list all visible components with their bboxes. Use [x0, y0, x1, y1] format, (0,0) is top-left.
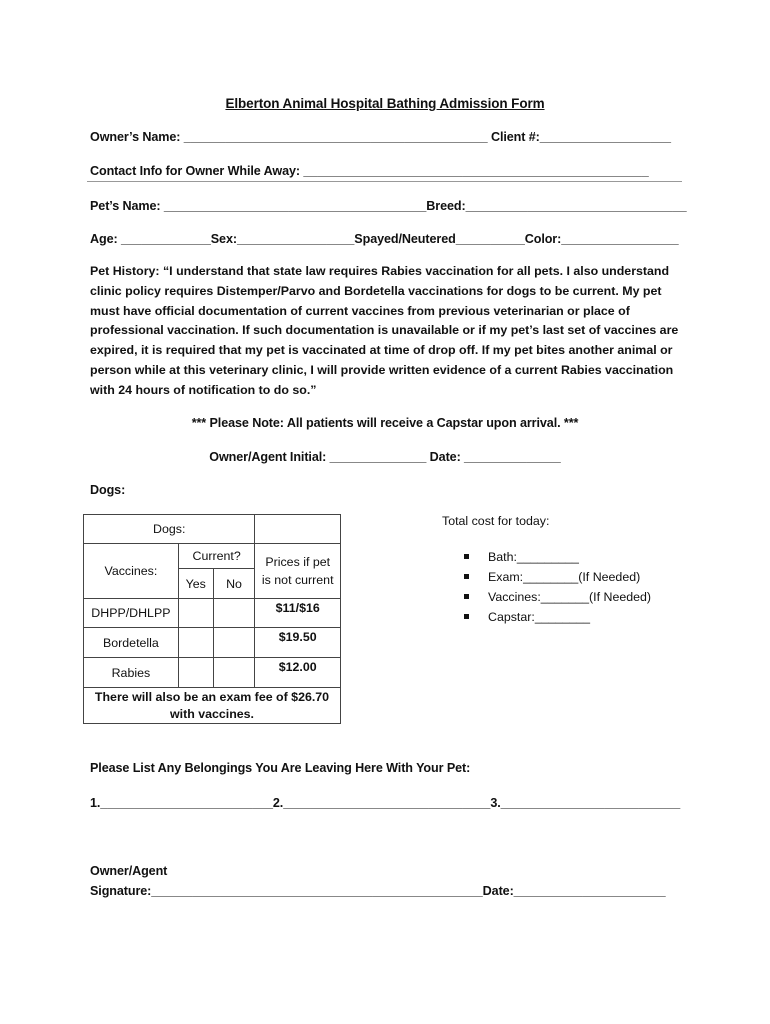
yes-checkbox-cell[interactable] — [178, 628, 213, 658]
dog-vaccines-table — [83, 514, 341, 724]
signature-date-field[interactable]: Signature:________________________________________________Date:______________________ — [90, 884, 666, 898]
bullet-icon — [464, 574, 469, 579]
no-checkbox-cell[interactable] — [213, 658, 255, 688]
table-row — [84, 628, 341, 658]
total-cost-heading: Total cost for today: — [442, 514, 550, 528]
belongings-fields[interactable]: 1._________________________2.______________________________3.__________________________ — [90, 796, 681, 810]
age-sex-color-field[interactable]: Age: _____________Sex:_________________Spayed/Neutered__________Color:_________________ — [90, 232, 679, 246]
bullet-icon — [464, 594, 469, 599]
vaccine-name: DHPP/DHLPP — [84, 599, 179, 628]
capstar-note: *** Please Note: All patients will receive a Capstar upon arrival. *** — [191, 416, 579, 430]
history-line: professional vaccination. If such documentation is unavailable or if my pet’s last set of vaccines are — [90, 323, 679, 338]
no-checkbox-cell[interactable] — [213, 628, 255, 658]
history-line: must have official documentation of current vaccines from previous veterinarian or place of — [90, 303, 630, 318]
vaccine-price: $11/$16 — [255, 599, 341, 628]
no-label: No — [213, 569, 255, 599]
cost-list — [464, 547, 651, 627]
table-row — [84, 599, 341, 628]
pet-history-paragraph — [90, 262, 680, 401]
total-cost-section — [442, 514, 652, 624]
owner-initial-field[interactable]: Owner/Agent Initial: ______________ Date: ______________ — [209, 450, 561, 464]
cost-item-exam[interactable] — [464, 567, 651, 587]
yes-label: Yes — [178, 569, 213, 599]
pet-name-breed-field[interactable]: Pet’s Name: ______________________________________Breed:________________________________ — [90, 199, 687, 213]
cost-item-label: Bath:_________ — [488, 550, 579, 564]
table-header-blank — [255, 515, 341, 544]
cost-item-bath[interactable] — [464, 547, 651, 567]
history-line: person while at this veterinary clinic, I will provide written evidence of a current Rabies vaccination — [90, 362, 674, 377]
history-line: with 24 hours of notification to do so.” — [90, 382, 317, 397]
divider — [87, 181, 682, 182]
owner-agent-label: Owner/Agent — [90, 864, 168, 878]
form-title: Elberton Animal Hospital Bathing Admission Form — [225, 96, 545, 111]
vaccines-label: Vaccines: — [84, 544, 179, 599]
prices-label: Prices if pet is not current — [255, 544, 341, 599]
table-header: Dogs: — [84, 515, 255, 544]
bullet-icon — [464, 614, 469, 619]
history-line: Pet History: “I understand that state law requires Rabies vaccination for all pets. I also understand — [90, 264, 670, 278]
vaccine-price: $12.00 — [255, 658, 341, 688]
yes-checkbox-cell[interactable] — [178, 599, 213, 628]
belongings-label: Please List Any Belongings You Are Leaving Here With Your Pet: — [90, 761, 471, 775]
exam-fee-note: There will also be an exam fee of $26.70 with vaccines. — [84, 688, 341, 724]
cost-item-label: Capstar:________ — [488, 610, 590, 624]
bullet-icon — [464, 554, 469, 559]
cost-item-label: Exam:________(If Needed) — [488, 570, 641, 584]
current-label: Current? — [178, 544, 255, 569]
yes-checkbox-cell[interactable] — [178, 658, 213, 688]
vaccine-name: Rabies — [84, 658, 179, 688]
vaccine-price: $19.50 — [255, 628, 341, 658]
owner-name-field[interactable]: Owner’s Name: ____________________________________________ Client #:___________________ — [90, 130, 671, 144]
contact-info-field[interactable]: Contact Info for Owner While Away: __________________________________________________ — [90, 164, 649, 178]
cost-item-label: Vaccines:_______(If Needed) — [488, 590, 652, 604]
history-line: clinic policy requires Distemper/Parvo and Bordetella vaccinations for dogs to be current. My pet — [90, 283, 662, 298]
history-line: expired, it is required that my pet is vaccinated at time of drop off. If my pet bites another animal or — [90, 343, 673, 358]
no-checkbox-cell[interactable] — [213, 599, 255, 628]
cost-item-capstar[interactable] — [464, 607, 651, 627]
cost-item-vaccines[interactable] — [464, 587, 651, 607]
vaccine-name: Bordetella — [84, 628, 179, 658]
dogs-label: Dogs: — [90, 483, 126, 497]
table-row — [84, 658, 341, 688]
